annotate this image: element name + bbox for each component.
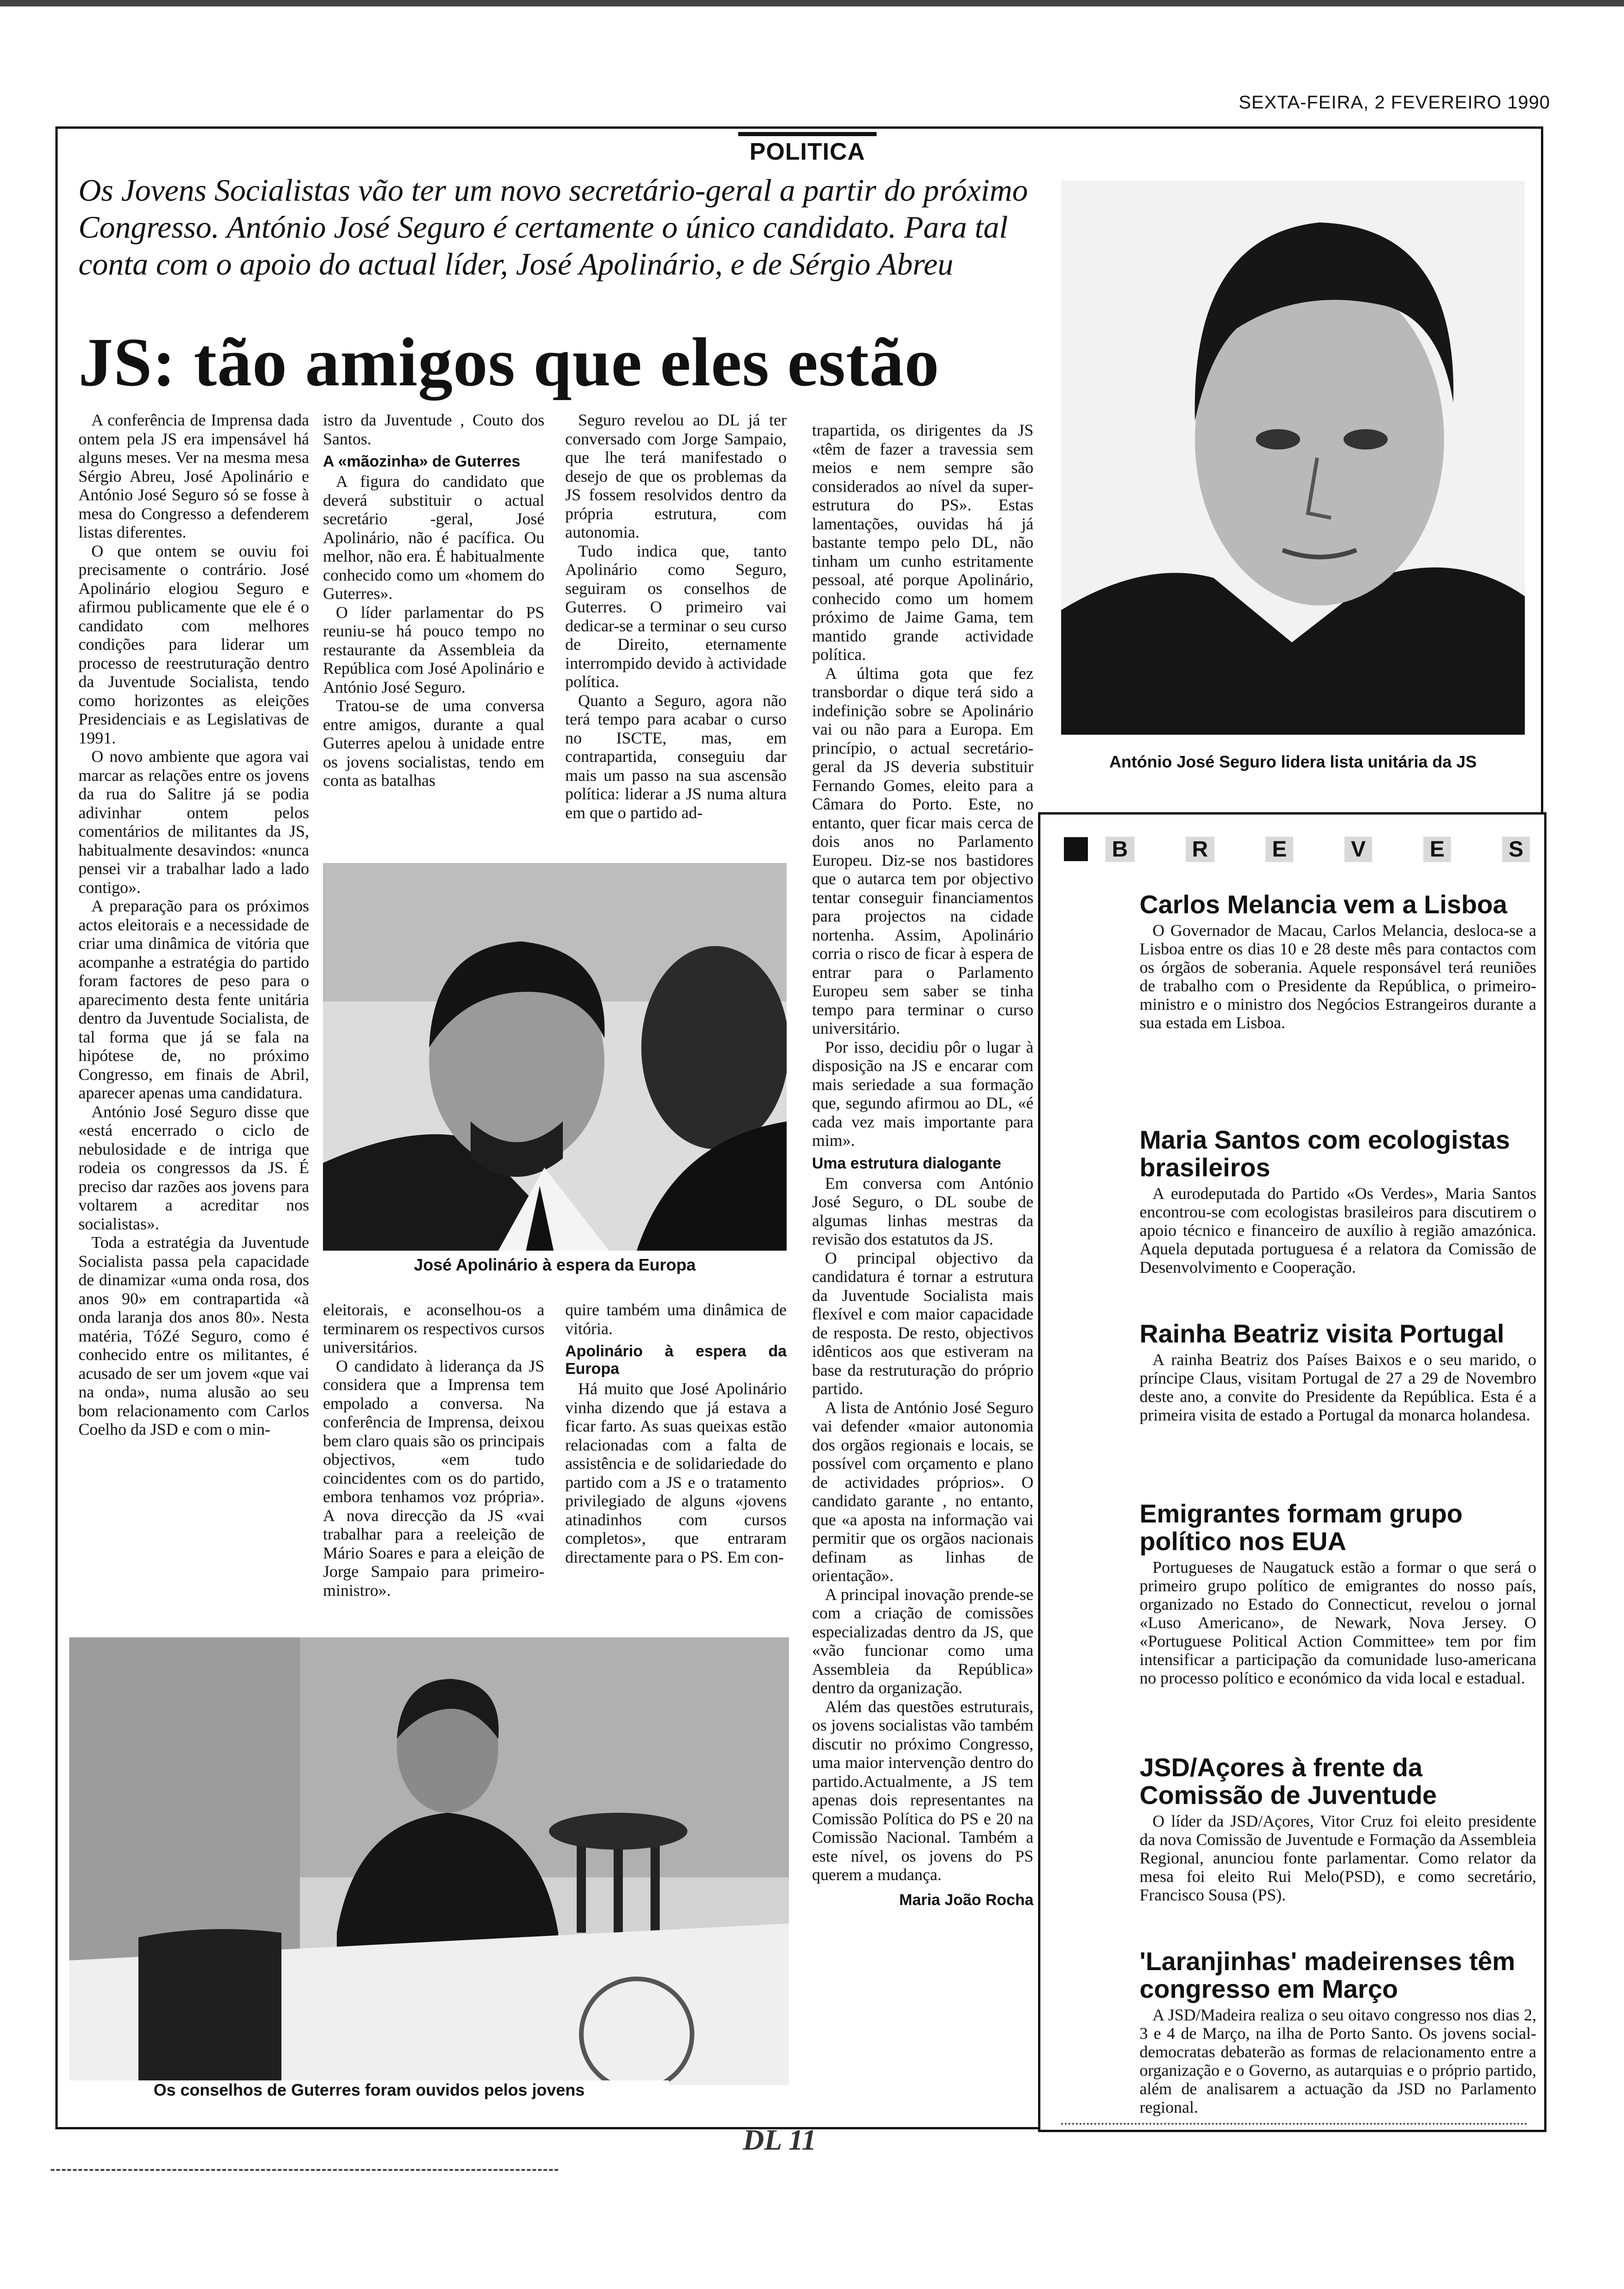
- guterres-photo: [69, 1637, 789, 2085]
- brief-title: Carlos Melancia vem a Lisboa: [1140, 890, 1507, 919]
- paragraph: Tratou-se de uma conversa entre amigos, durante a qual Guterres apelou à unidade entre os jovens socialistas, tendo em conta as batalhas: [323, 696, 544, 790]
- paragraph: Por isso, decidiu pôr o lugar à disposição na JS e encarar com mais seriedade a sua formação que, segundo afirmou ao DL, «é cada vez mais importante para mim».: [812, 1037, 1033, 1150]
- article-column-4: [812, 421, 1033, 1909]
- page-logo: DL 11: [743, 2123, 817, 2156]
- paragraph: eleitorais, e aconselhou-os a terminarem os respectivos cursos universitários.: [323, 1300, 544, 1356]
- breves-square-icon: [1064, 837, 1088, 861]
- paragraph: O que ontem se ouviu foi precisamente o contrário. José Apolinário elogiou Seguro e afirmou publicamente que ele é o candidato com melhores condições para liderar um processo de reestruturação dentro da Juventude Socialista, tendo como horizontes as eleições Presidenciais e as Legislativas de 1991.: [78, 541, 309, 747]
- article-lead: Os Jovens Socialistas vão ter um novo secretário-geral a partir do próximo Congresso. António José Seguro é certamente o único candidato. Para tal conta com o apoio do actual líder, José Apolinário, e de Sérgio Abreu: [78, 173, 1028, 282]
- subheading-estrutura: Uma estrutura dialogante: [812, 1154, 1001, 1172]
- paragraph: A figura do candidato que deverá substituir o actual secretário -geral, José Apolinário, não é pacífica. Ou melhor, não era. É habitualmente conhecido como um «homem do Guterres».: [323, 472, 544, 603]
- article-column-2-lower: [323, 1300, 544, 1600]
- brief-title: Rainha Beatriz visita Portugal: [1140, 1319, 1505, 1348]
- paragraph: istro da Juventude , Couto dos Santos.: [323, 411, 544, 448]
- paragraph: O candidato à liderança da JS considera que a Imprensa tem empolado a conversa. Na conferência de Imprensa, deixou bem claro quais são os principais objectivos, «em tudo coincidentes com os do partido, embora tenhamos voz própria». A nova direcção da JS «vai trabalhar para a reeleição de Mário Soares e para a eleição de Jorge Sampaio para primeiro-ministro».: [323, 1356, 544, 1600]
- paragraph: quire também uma dinâmica de vitória.: [565, 1300, 787, 1338]
- breves-letter: E: [1266, 837, 1293, 862]
- seguro-caption: António José Seguro lidera lista unitária da JS: [1109, 752, 1477, 771]
- breves-title: [1105, 833, 1530, 866]
- breves-letter: S: [1502, 837, 1530, 862]
- breves-letter: E: [1423, 837, 1451, 862]
- apolinario-caption: José Apolinário à espera da Europa: [414, 1255, 696, 1274]
- paragraph: Toda a estratégia da Juventude Socialista passa pela capacidade de dinamizar «uma onda rosa, dos anos 90» em contrapartida «à onda laranja dos anos 80». Nesta matéria, TóZé Seguro, como é conhecido entre os militantes, é acusado de ser um jovem «que vai na onda», numa alusão ao seu bom relacionamento com Carlos Coelho da JSD e com o min-: [78, 1233, 309, 1438]
- brief-item: [1140, 1754, 1536, 1904]
- breves-header: [1064, 831, 1534, 868]
- brief-body: A rainha Beatriz dos Países Baixos e o seu marido, o príncipe Claus, visitam Portugal de 27 a 29 de Novembro deste ano, a convite do Presidente da República. Esta é a primeira visita de estado a Portugal da monarca holandesa.: [1140, 1350, 1536, 1424]
- brief-body: O líder da JSD/Açores, Vitor Cruz foi eleito presidente da nova Comissão de Juventude e Formação da Assembleia Regional, anunciou fonte parlamentar. Como relator da mesa foi eleito Rui Melo(PSD), e como secretário, Francisco Sousa (PS).: [1140, 1812, 1536, 1904]
- brief-item: [1140, 1500, 1536, 1687]
- guterres-caption: Os conselhos de Guterres foram ouvidos pelos jovens: [69, 2080, 669, 2100]
- brief-item: [1140, 1947, 1536, 2116]
- paragraph: António José Seguro disse que «está encerrado o ciclo de nebulosidade e de intriga que rodeia os congressos da JS. É preciso dar razões aos jovens para voltarem a acreditar nos socialistas».: [78, 1102, 309, 1233]
- brief-title: 'Laranjinhas' madeirenses têm congresso em Março: [1140, 1947, 1516, 2003]
- apolinario-photo: [323, 863, 787, 1251]
- breves-letter: V: [1344, 837, 1372, 862]
- brief-item: [1140, 891, 1536, 1032]
- article-column-2: [323, 411, 544, 790]
- brief-body: O Governador de Macau, Carlos Melancia, desloca-se a Lisboa entre os dias 10 e 28 deste mês para contactos com os órgãos de soberania. Aquele responsável terá reuniões de trabalho com o Presidente da República, o primeiro-ministro e o ministro dos Negócios Estrangeiros durante a sua estada em Lisboa.: [1140, 921, 1536, 1032]
- scan-top-edge: [0, 0, 1624, 6]
- apolinario-illustration: [323, 863, 787, 1251]
- paragraph: Seguro revelou ao DL já ter conversado com Jorge Sampaio, que lhe terá manifestado o desejo de que os problemas da JS fossem resolvidos dentro da própria estrutura, com autonomia.: [565, 411, 787, 541]
- footer-dashed-rule: [51, 2169, 558, 2171]
- section-title: POLITICA: [738, 132, 877, 166]
- paragraph: Em conversa com António José Seguro, o DL soube de algumas linhas mestras da revisão dos estatutos da JS.: [812, 1174, 1033, 1248]
- seguro-photo: [1061, 181, 1525, 735]
- dateline: SEXTA-FEIRA, 2 FEVEREIRO 1990: [1238, 92, 1550, 113]
- paragraph: O principal objectivo da candidatura é tornar a estrutura da Juventude Socialista mais flexível e com maior capacidade de resposta. De resto, objectivos idênticos aos que estiveram na base da restruturação do próprio partido.: [812, 1248, 1033, 1398]
- footer-dashed-rule-right: [1061, 2123, 1527, 2125]
- brief-title: JSD/Açores à frente da Comissão de Juventude: [1140, 1753, 1437, 1810]
- breves-letter: B: [1105, 837, 1134, 862]
- article-column-3-lower: [565, 1300, 787, 1566]
- paragraph: A última gota que fez transbordar o dique terá sido a indefinição sobre se Apolinário vai ou não para a Europa. Em princípio, o actual secretário-geral da JS deveria substituir Fernando Gomes, eleito para a Câmara do Porto. Este, no entanto, quer ficar mais cerca de dois anos no Parlamento Europeu. Diz-se nos bastidores que o autarca tem por objectivo tentar conseguir financiamentos para projectos na cidade nortenha. Assim, Apolinário corria o risco de ficar à espera de entrar para o Parlamento Europeu sem saber se tinha tempo para terminar o curso universitário.: [812, 664, 1033, 1037]
- paragraph: A lista de António José Seguro vai defender «maior autonomia dos orgãos regionais e locais, se possível com orçamento e plano de actividades próprios». O candidato garante , no entanto, que «a aposta na informação vai permitir que os orgãos nacionais definam as linhas de orientação».: [812, 1398, 1033, 1585]
- brief-item: [1140, 1126, 1536, 1276]
- paragraph: Tudo indica que, tanto Apolinário como Seguro, seguiram os conselhos de Guterres. O primeiro vai dedicar-se a terminar o seu curso de Direito, eternamente interrompido devido à actividade política.: [565, 541, 787, 691]
- paragraph: O líder parlamentar do PS reuniu-se há pouco tempo no restaurante da Assembleia da República com José Apolinário e António José Seguro.: [323, 603, 544, 696]
- brief-title: Emigrantes formam grupo político nos EUA: [1140, 1499, 1463, 1556]
- brief-title: Maria Santos com ecologistas brasileiros: [1140, 1125, 1510, 1182]
- paragraph: A preparação para os próximos actos eleitorais e a necessidade de criar uma dinâmica de vitória que acompanhe a estratégia do partido foram factores de peso para o aparecimento desta fente unitária dentro da Juventude Socialista, de tal forma que já se fala na hipótese de, no próximo Congresso, em finais de Abril, aparecer apenas uma candidatura.: [78, 897, 309, 1102]
- paragraph: O novo ambiente que agora vai marcar as relações entre os jovens da rua do Salitre já se podia adivinhar ontem pelos comentários de militantes da JS, habitualmente desavindos: «nunca pensei vir a trabalhar lado a lado contigo».: [78, 747, 309, 897]
- article-column-3: [565, 411, 787, 822]
- article-column-1: [78, 411, 309, 1439]
- brief-item: [1140, 1320, 1536, 1424]
- brief-body: Portugueses de Naugatuck estão a formar o que será o primeiro grupo político de emigrantes do nosso país, organizado no Estado do Connecticut, revelou o jornal «Luso Americano», de Newark, Nova Jersey. O «Portuguese Political Action Committee» tem por fim intensificar a participação da comunidade luso-americana no processo político e económico da vida local e estadual.: [1140, 1558, 1536, 1687]
- paragraph: Há muito que José Apolinário vinha dizendo que já estava a ficar farto. As suas queixas estão relacionadas com a falta de assistência e de solidariedade do partido com a JS e o tratamento privilegiado de alguns «jovens atinadinhos com cursos completos», que entraram directamente para o PS. Em con-: [565, 1379, 787, 1566]
- subheading-europa: Apolinário à espera da Europa: [565, 1342, 787, 1378]
- paragraph: A conferência de Imprensa dada ontem pela JS era impensável há alguns meses. Ver na mesma mesa Sérgio Abreu, José Apolinário e António José Seguro só se fosse à mesa do Congresso a defenderem listas diferentes.: [78, 411, 309, 541]
- brief-body: A JSD/Madeira realiza o seu oitavo congresso nos dias 2, 3 e 4 de Março, na ilha de Porto Santo. Os jovens social-democratas debaterão as formas de relacionamento entre a organização e o Governo, as autarquias e o próprio partido, além de analisarem a actuação da JSD no Parlamento regional.: [1140, 2006, 1536, 2116]
- seguro-portrait-illustration: [1061, 181, 1525, 735]
- article-headline: JS: tão amigos que eles estão: [78, 324, 940, 401]
- brief-body: A eurodeputada do Partido «Os Verdes», Maria Santos encontrou-se com ecologistas brasileiros para discutirem o apoio técnico e financeiro de auxílio à região amazónica. Aquela deputada portuguesa é a relatora da Comissão de Desenvolvimento e Cooperação.: [1140, 1184, 1536, 1276]
- paragraph: Além das questões estruturais, os jovens socialistas vão também discutir no próximo Congresso, uma maior intervenção dentro do partido.Actualmente, a JS tem apenas dois representantes na Comissão Política do PS e 20 na Comissão Nacional. Também a este nível, os jovens do PS querem a mudança.: [812, 1697, 1033, 1884]
- byline: Maria João Rocha: [899, 1891, 1033, 1909]
- guterres-illustration: [69, 1637, 789, 2085]
- paragraph: Quanto a Seguro, agora não terá tempo para acabar o curso no ISCTE, mas, em contrapartida, conseguiu dar mais um passo na sua ascensão política: liderar a JS numa altura em que o partido ad-: [565, 691, 787, 822]
- subheading-maozinha: A «mãozinha» de Guterres: [323, 453, 520, 470]
- paragraph: A principal inovação prende-se com a criação de comissões especializadas dentro da JS, que «vão funcionar como uma Assembleia da República» dentro da organização.: [812, 1585, 1033, 1697]
- breves-letter: R: [1186, 837, 1215, 862]
- paragraph: trapartida, os dirigentes da JS «têm de fazer a travessia sem meios e nem sempre são considerados ao nível da super-estrutura do PS». Estas lamentações, ouvidas há já bastante tempo pelo DL, não tinham um cunho estritamente pessoal, até porque Apolinário, conhecido como um homem próximo de Jaime Gama, tem mantido grande actividade política.: [812, 421, 1033, 664]
